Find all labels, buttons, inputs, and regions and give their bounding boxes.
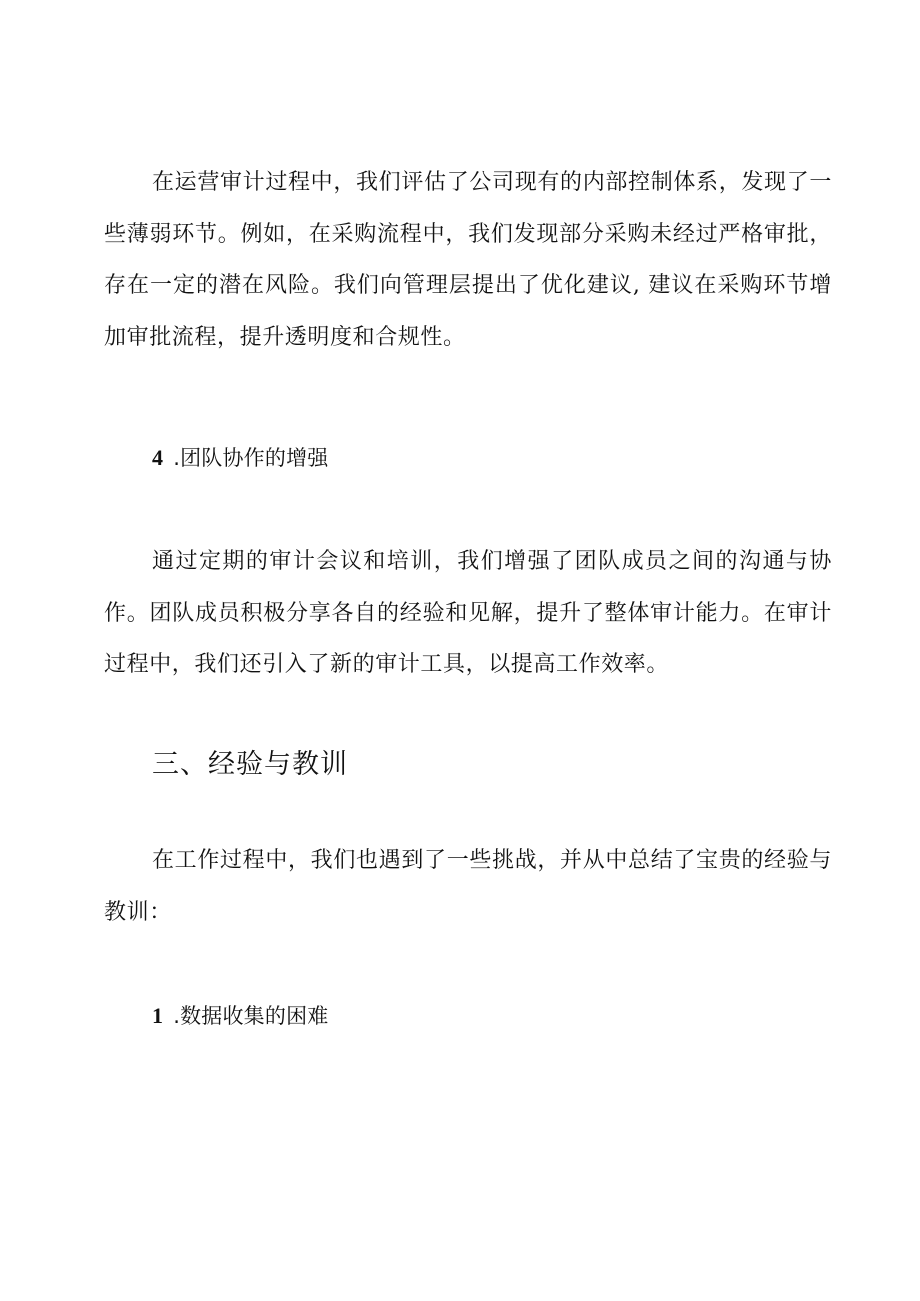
- subheading-number: 4: [152, 445, 164, 470]
- subheading-team-collaboration: [152, 443, 328, 473]
- subheading-text: .团队协作的增强: [173, 446, 329, 470]
- paragraph-challenges-intro: 在工作过程中，我们也遇到了一些挑战，并从中总结了宝贵的经验与教训：: [104, 848, 832, 925]
- subheading-data-collection: [152, 1001, 328, 1031]
- section-heading-lessons: 三、经验与教训: [152, 749, 348, 780]
- paragraph-team-collaboration: 通过定期的审计会议和培训，我们增强了团队成员之间的沟通与协作。团队成员积极分享各自的经验和见解，提升了整体审计能力。在审计过程中，我们还引入了新的审计工具，以提高工作效率。: [104, 549, 832, 677]
- subheading-number: 1: [152, 1003, 164, 1028]
- subheading-text: .数据收集的困难: [173, 1004, 329, 1028]
- paragraph-internal-control: 在运营审计过程中，我们评估了公司现有的内部控制体系，发现了一些薄弱环节。例如，在采购流程中，我们发现部分采购未经过严格审批，存在一定的潜在风险。我们向管理层提出了优化建议, 建议在采购环节增加审批流程，提升透明度和合规性。: [104, 170, 832, 350]
